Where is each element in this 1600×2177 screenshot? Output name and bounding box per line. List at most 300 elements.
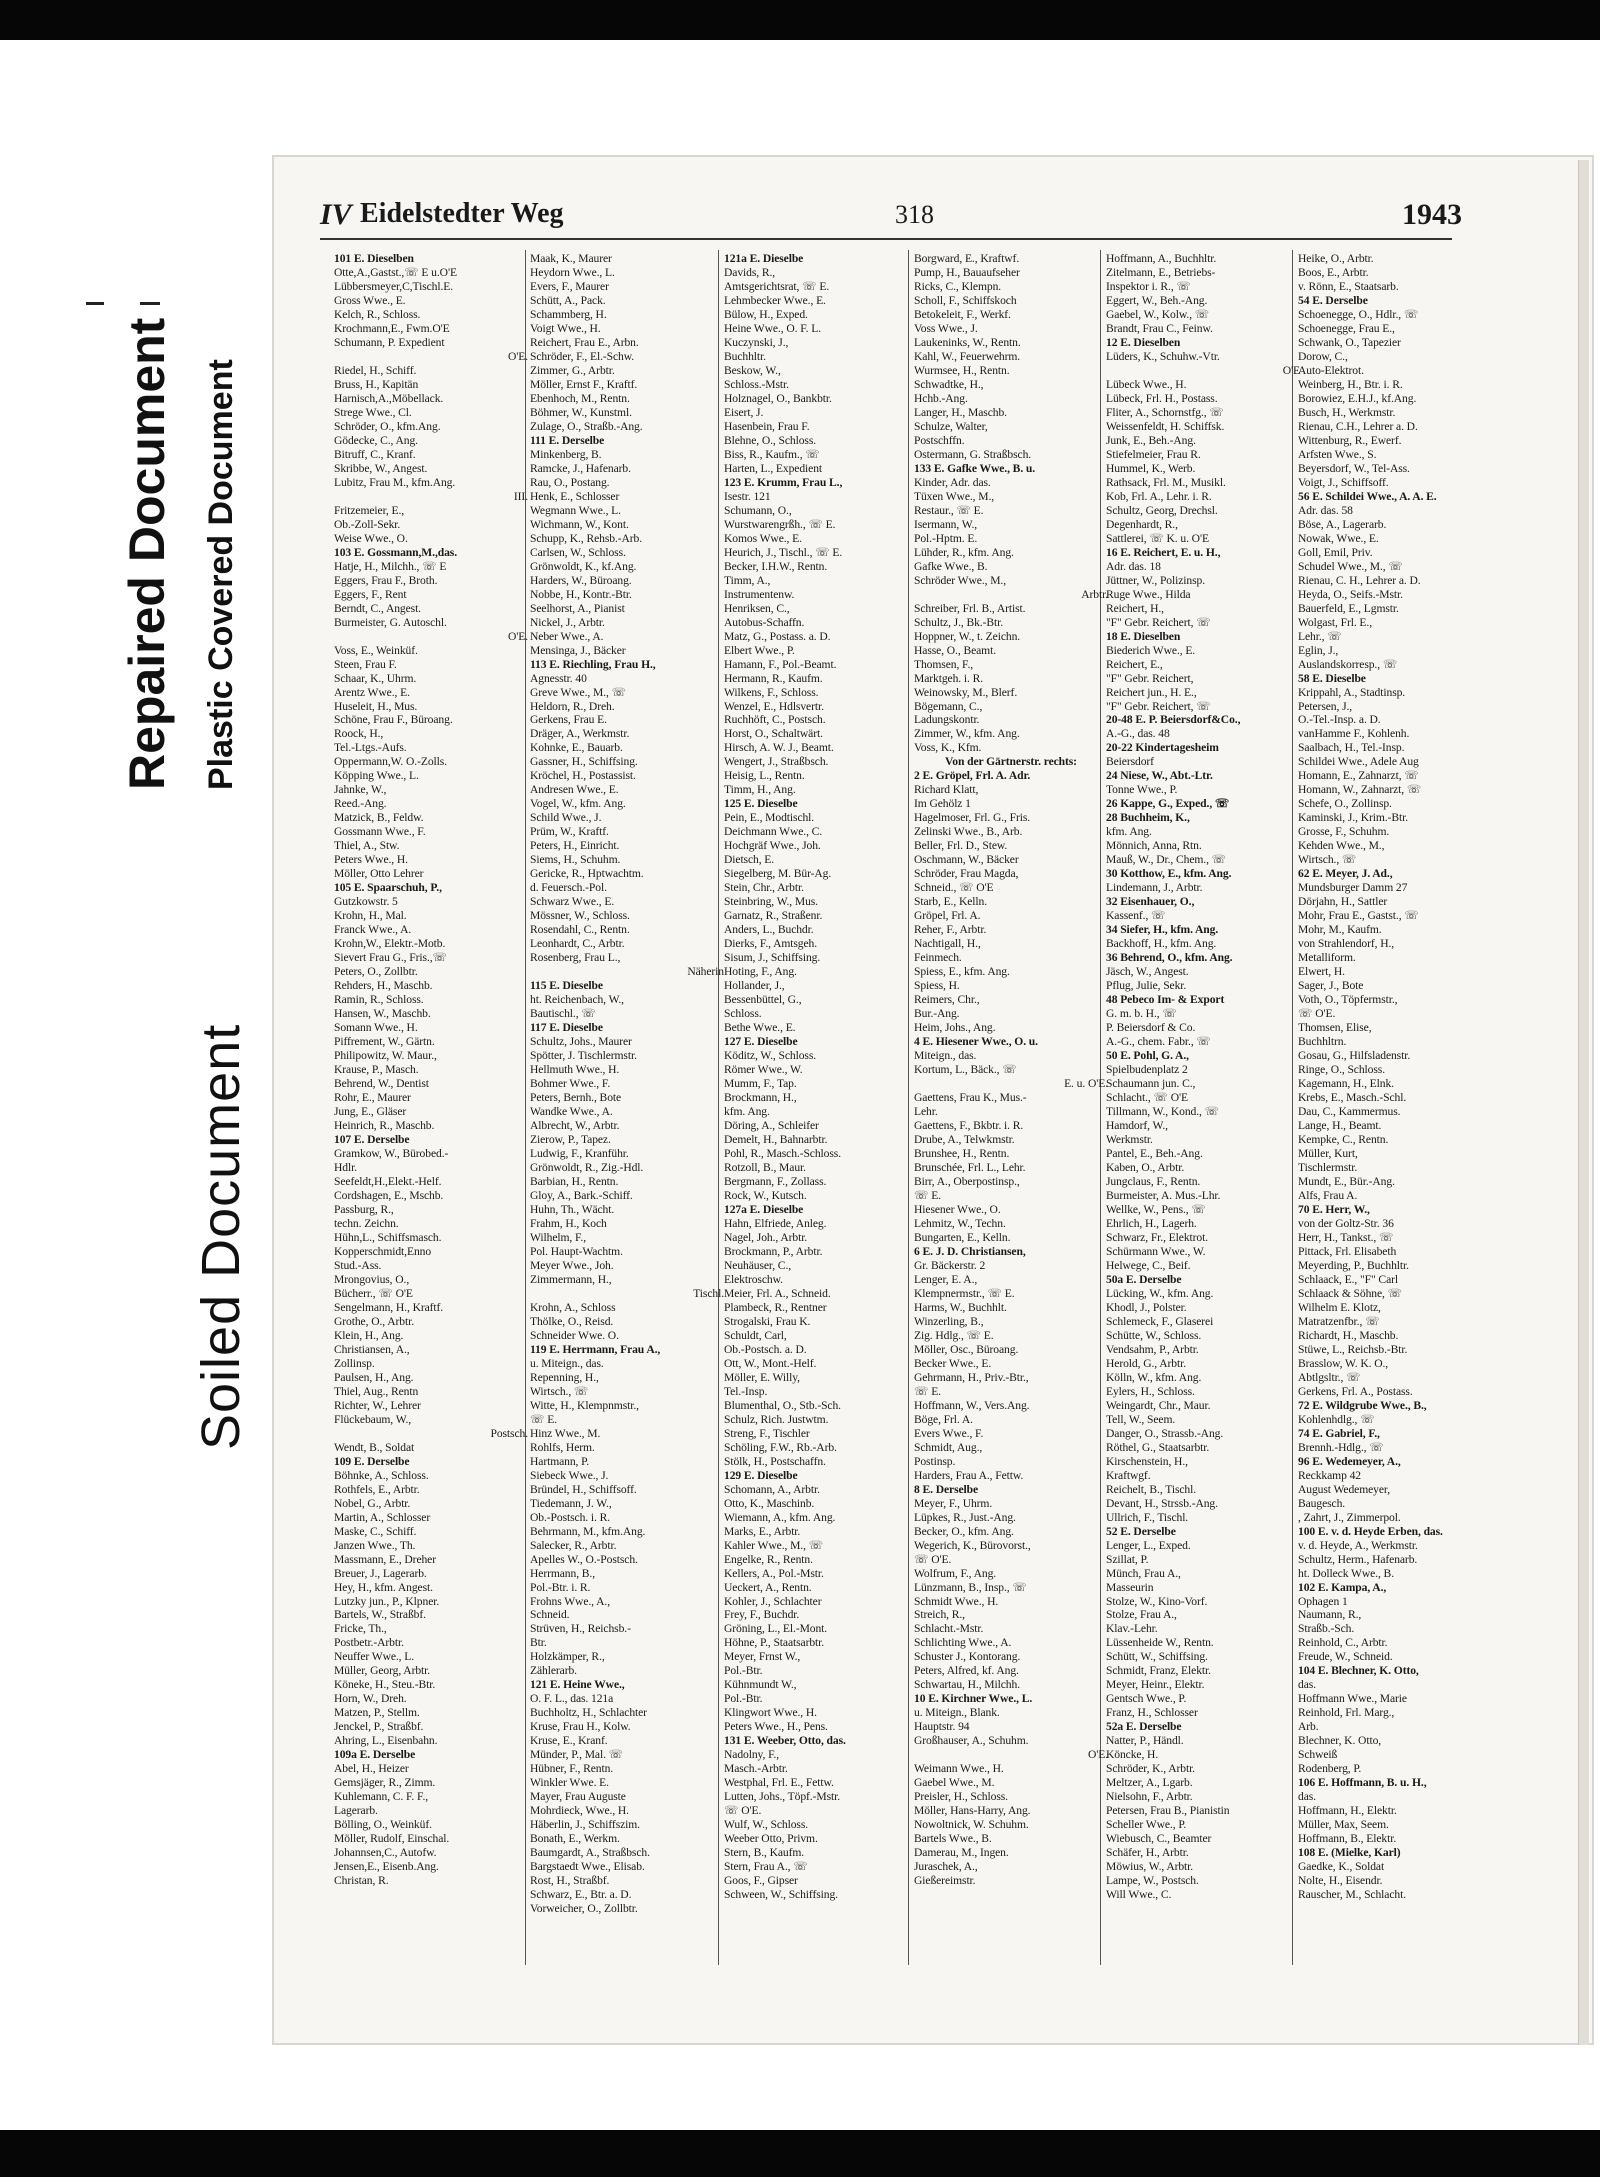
directory-entry: Voth, O., Töpfermstr., bbox=[1298, 993, 1398, 1007]
directory-entry: Kohler, J., Schlachter bbox=[724, 1594, 822, 1608]
directory-entry: Pol. Haupt-Wachtm. bbox=[530, 1244, 623, 1258]
directory-entry: Hoffmann Wwe., Marie bbox=[1298, 1692, 1407, 1706]
directory-entry: Ruge Wwe., Hilda bbox=[1106, 587, 1191, 601]
directory-entry: Mundt, E., Bür.-Ang. bbox=[1298, 1174, 1395, 1188]
directory-entry: Zig. Hdlg., ☏ E. bbox=[914, 1328, 994, 1342]
directory-entry: Damerau, M., Ingen. bbox=[914, 1846, 1009, 1860]
directory-entry: Inspektor i. R., ☏ bbox=[1106, 279, 1191, 293]
directory-entry: Kehden Wwe., M., bbox=[1298, 839, 1385, 853]
directory-entry: Beiersdorf bbox=[1106, 755, 1154, 769]
directory-entry: Kraftwgf. bbox=[1106, 1468, 1151, 1482]
directory-entry: Bethe Wwe., E. bbox=[724, 1021, 796, 1035]
directory-entry: Dietsch, E. bbox=[724, 853, 775, 867]
directory-entry: 56 E. Schildei Wwe., A. A. E. bbox=[1298, 489, 1437, 503]
directory-entry: Meier, Frl. A., Schneid. bbox=[724, 1286, 831, 1300]
directory-entry: Burmeister, A. Mus.-Lhr. bbox=[1106, 1188, 1221, 1202]
directory-entry: Tell, W., Seem. bbox=[1106, 1412, 1176, 1426]
directory-entry: Komos Wwe., E. bbox=[724, 531, 802, 545]
directory-entry: Alfs, Frau A. bbox=[1298, 1188, 1358, 1202]
directory-entry: Hühn,L., Schiffsmasch. bbox=[334, 1230, 442, 1244]
directory-entry: Jensen,E., Eisenb.Ang. bbox=[334, 1860, 439, 1874]
directory-entry: Gentsch Wwe., P. bbox=[1106, 1692, 1187, 1706]
directory-entry: Hoffmann, A., Buchhltr. bbox=[1106, 252, 1217, 265]
directory-entry: Herold, G., Arbtr. bbox=[1106, 1356, 1186, 1370]
directory-entry: Münder, P., Mal. ☏ bbox=[530, 1748, 624, 1762]
directory-entry: Marktgeh. i. R. bbox=[914, 671, 984, 685]
directory-entry: 127a E. Dieselbe bbox=[724, 1202, 804, 1216]
directory-entry: Reichert jun., H. E., bbox=[1106, 685, 1197, 699]
directory-entry: Nowoltnick, W. Schuhm. bbox=[914, 1818, 1029, 1832]
directory-columns bbox=[334, 252, 1514, 1962]
directory-entry: Danger, O., Strassb.-Ang. bbox=[1106, 1426, 1224, 1440]
directory-entry: 52 E. Derselbe bbox=[1106, 1524, 1176, 1538]
directory-entry: Becker Wwe., E. bbox=[914, 1356, 992, 1370]
directory-entry: 104 E. Blechner, K. Otto, bbox=[1298, 1664, 1419, 1678]
directory-entry: Blechner, K. Otto, bbox=[1298, 1734, 1382, 1748]
directory-entry: Schäfer, H., Arbtr. bbox=[1106, 1846, 1189, 1860]
directory-entry: Peters, O., Zollbtr. bbox=[334, 965, 418, 979]
directory-entry: 109a E. Derselbe bbox=[334, 1748, 416, 1762]
directory-entry: Schmidt Wwe., H. bbox=[914, 1594, 999, 1608]
directory-entry: 26 Kappe, G., Exped., ☏ bbox=[1106, 797, 1230, 811]
directory-entry: Timm, H., Ang. bbox=[724, 783, 796, 797]
directory-entry: Krohn, H., Mal. bbox=[334, 909, 407, 923]
directory-entry: Ob.-Postsch. i. R. bbox=[530, 1510, 611, 1524]
directory-entry: Repenning, H., bbox=[530, 1370, 599, 1384]
directory-entry: Ringe, O., Schloss. bbox=[1298, 1063, 1385, 1077]
directory-entry: Schlichting Wwe., A. bbox=[914, 1636, 1012, 1650]
directory-entry: Schreiber, Frl. B., Artist. bbox=[914, 601, 1026, 615]
directory-entry: Matratzenfbr., ☏ bbox=[1298, 1314, 1380, 1328]
directory-entry: Isestr. 121 bbox=[724, 489, 771, 503]
directory-entry: 6 E. J. D. Christiansen, bbox=[914, 1244, 1026, 1258]
directory-entry: Lehr. bbox=[914, 1105, 938, 1119]
directory-entry: Nagel, Joh., Arbtr. bbox=[724, 1230, 808, 1244]
directory-entry: Biss, R., Kaufm., ☏ bbox=[724, 447, 820, 461]
directory-entry: Wolgast, Frl. E., bbox=[1298, 615, 1373, 629]
directory-entry: Weise Wwe., O. bbox=[334, 531, 408, 545]
directory-entry: Hiesener Wwe., O. bbox=[914, 1202, 1001, 1216]
directory-entry: Grönwoldt, K., kf.Ang. bbox=[530, 559, 637, 573]
directory-entry: Amtsgerichtsrat, ☏ E. bbox=[724, 279, 830, 293]
directory-entry: Im Gehölz 1 bbox=[914, 797, 971, 811]
directory-entry: Hoting, F., Ang. bbox=[724, 965, 797, 979]
directory-entry: ☏ O'E. bbox=[1298, 1007, 1336, 1021]
directory-entry: Cordshagen, E., Mschb. bbox=[334, 1188, 444, 1202]
directory-entry: Bohmer Wwe., F. bbox=[530, 1077, 611, 1091]
directory-entry: ☏ O'E. bbox=[914, 1552, 952, 1566]
directory-entry: Wengert, J., Straßbsch. bbox=[724, 755, 829, 769]
directory-entry: Kellers, A., Pol.-Mstr. bbox=[724, 1566, 824, 1580]
directory-entry: Meyerding, P., Buchhltr. bbox=[1298, 1258, 1409, 1272]
directory-entry: Adr. das. 58 bbox=[1298, 503, 1353, 517]
directory-entry: Stern, B., Kaufm. bbox=[724, 1846, 805, 1860]
directory-entry: Johannsen,C., Autofw. bbox=[334, 1846, 437, 1860]
directory-entry: Pantel, E., Beh.-Ang. bbox=[1106, 1147, 1203, 1160]
directory-entry: Strüven, H., Reichsb.- bbox=[530, 1622, 631, 1636]
directory-entry: Thomsen, Elise, bbox=[1298, 1021, 1372, 1035]
directory-entry: Carlsen, W., Schloss. bbox=[530, 545, 626, 559]
directory-entry: Buchholtz, H., Schlachter bbox=[530, 1706, 647, 1720]
directory-entry: 115 E. Dieselbe bbox=[530, 979, 603, 993]
directory-entry: Gerkens, Frl. A., Postass. bbox=[1298, 1384, 1413, 1398]
directory-entry: Huseleit, H., Mus. bbox=[334, 699, 418, 713]
directory-entry: Hansen, W., Maschb. bbox=[334, 1007, 431, 1021]
directory-entry: Hoffmann, H., Elektr. bbox=[1298, 1804, 1397, 1818]
directory-entry: Hey, H., kfm. Angest. bbox=[334, 1580, 433, 1594]
directory-entry: Köditz, W., Schloss. bbox=[724, 1049, 817, 1063]
soiled-document-label bbox=[190, 1024, 252, 1450]
directory-entry: Somann Wwe., H. bbox=[334, 1021, 418, 1035]
directory-entry: Möller, Osc., Büroang. bbox=[914, 1342, 1019, 1356]
directory-column bbox=[724, 252, 918, 1962]
directory-entry: O.-Tel.-Insp. a. D. bbox=[1298, 713, 1381, 727]
directory-entry: Winkler Wwe. E. bbox=[530, 1776, 609, 1790]
directory-entry: Jungclaus, F., Rentn. bbox=[1106, 1174, 1201, 1188]
directory-entry: Helwege, C., Beif. bbox=[1106, 1258, 1191, 1272]
directory-entry: Hauptstr. 94 bbox=[914, 1720, 970, 1734]
directory-entry: Meltzer, A., Lgarb. bbox=[1106, 1776, 1193, 1790]
directory-entry: Gosau, G., Hilfsladenstr. bbox=[1298, 1049, 1411, 1063]
directory-entry: Lühder, R., kfm. Ang. bbox=[914, 545, 1014, 559]
directory-entry: Weingardt, Chr., Maur. bbox=[1106, 1398, 1211, 1412]
directory-entry: Böse, A., Lagerarb. bbox=[1298, 517, 1387, 531]
directory-entry: von Strahlendorf, H., bbox=[1298, 937, 1395, 951]
directory-entry: Strogalski, Frau K. bbox=[724, 1314, 811, 1328]
directory-entry: Drube, A., Telwkmstr. bbox=[914, 1133, 1015, 1147]
directory-entry: Schloss.-Mstr. bbox=[724, 377, 789, 391]
directory-entry: Bonath, E., Werkm. bbox=[530, 1832, 620, 1846]
directory-entry: Hamdorf, W., bbox=[1106, 1119, 1168, 1133]
directory-entry: Böhmer, W., Kunstml. bbox=[530, 405, 632, 419]
directory-entry: 20-22 Kindertagesheim bbox=[1106, 741, 1219, 755]
directory-entry: Langer, H., Maschb. bbox=[914, 405, 1007, 419]
directory-entry: 108 E. (Mielke, Karl) bbox=[1298, 1846, 1401, 1860]
directory-entry: Zimmer, W., kfm. Ang. bbox=[914, 727, 1020, 741]
directory-entry: Schulz, Rich. Justwtm. bbox=[724, 1412, 829, 1426]
directory-entry: Stölk, H., Postschaffn. bbox=[724, 1454, 826, 1468]
directory-entry: Biederich Wwe., E. bbox=[1106, 643, 1196, 657]
directory-entry: Bründel, H., Schiffsoff. bbox=[530, 1482, 637, 1496]
directory-entry: Gerkens, Frau E. bbox=[530, 713, 607, 727]
directory-entry: Gaebel Wwe., M. bbox=[914, 1776, 995, 1790]
directory-entry: Rodenberg, P. bbox=[1298, 1762, 1362, 1776]
directory-entry: Mundsburger Damm 27 bbox=[1298, 881, 1408, 895]
directory-entry: Janzen Wwe., Th. bbox=[334, 1538, 416, 1552]
directory-entry: Wirtsch., ☏ bbox=[1298, 853, 1357, 867]
directory-entry: Tillmann, W., Kond., ☏ bbox=[1106, 1105, 1220, 1119]
directory-entry: Möwius, W., Arbtr. bbox=[1106, 1860, 1194, 1874]
directory-column bbox=[1298, 252, 1492, 1962]
directory-entry: Möller, Ernst F., Kraftf. bbox=[530, 377, 638, 391]
directory-entry: Schloss. bbox=[724, 1007, 762, 1021]
directory-entry: Gossmann Wwe., F. bbox=[334, 825, 426, 839]
directory-entry: Masseurin bbox=[1106, 1580, 1154, 1594]
directory-entry: Kuhlemann, C. F. F., bbox=[334, 1790, 429, 1804]
directory-entry: Rosenberg, Frau L., bbox=[530, 951, 621, 965]
directory-entry: Naumann, R., bbox=[1298, 1608, 1362, 1622]
directory-entry: Abtlgsltr., ☏ bbox=[1298, 1370, 1361, 1384]
directory-entry: 125 E. Dieselbe bbox=[724, 797, 798, 811]
directory-entry: Gross Wwe., E. bbox=[334, 293, 406, 307]
directory-entry: 48 Pebeco Im- & Export bbox=[1106, 993, 1225, 1007]
directory-entry: Tischlermstr. bbox=[1298, 1160, 1358, 1174]
directory-entry: Schwartau, H., Milchh. bbox=[914, 1678, 1020, 1692]
directory-entry: Sager, J., Bote bbox=[1298, 979, 1364, 993]
directory-entry: Ott, W., Mont.-Helf. bbox=[724, 1356, 817, 1370]
directory-entry: Stolze, Frau A., bbox=[1106, 1608, 1177, 1622]
directory-entry: 127 E. Dieselbe bbox=[724, 1035, 798, 1049]
directory-entry: Heine Wwe., O. F. L. bbox=[724, 321, 821, 335]
directory-entry: Ob.-Zoll-Sekr. bbox=[334, 517, 401, 531]
directory-year: 1943 bbox=[1402, 198, 1462, 231]
directory-entry: Lutzky jun., P., Klpner. bbox=[334, 1594, 440, 1608]
directory-column bbox=[334, 252, 528, 1962]
directory-entry: Bessenbüttel, G., bbox=[724, 993, 802, 1007]
directory-entry: Auslandskorresp., ☏ bbox=[1298, 657, 1398, 671]
directory-entry: Christan, R. bbox=[334, 1874, 389, 1888]
directory-entry: Mössner, W., Schloss. bbox=[530, 909, 630, 923]
directory-entry: 113 E. Riechling, Frau H., bbox=[530, 657, 656, 671]
directory-entry: Frey, F., Buchdr. bbox=[724, 1608, 800, 1622]
directory-entry: Brockmann, P., Arbtr. bbox=[724, 1244, 823, 1258]
directory-entry: Harnisch,A.,Möbellack. bbox=[334, 391, 444, 405]
directory-entry: Böge, Frl. A. bbox=[914, 1412, 973, 1426]
directory-entry: Nadolny, F., bbox=[724, 1748, 780, 1762]
directory-entry: Bartels, W., Straßbf. bbox=[334, 1608, 426, 1622]
directory-entry: Becker, O., kfm. Ang. bbox=[914, 1524, 1014, 1538]
directory-entry: Lehr., ☏ bbox=[1298, 629, 1342, 643]
directory-entry: Brockmann, H., bbox=[724, 1091, 797, 1105]
directory-entry: Roock, H., bbox=[334, 727, 384, 741]
directory-entry: Meyer, Frnst W., bbox=[724, 1650, 801, 1664]
directory-entry: Schöling, F.W., Rb.-Arb. bbox=[724, 1440, 837, 1454]
directory-entry: Stein, Chr., Arbtr. bbox=[724, 881, 804, 895]
directory-entry: Gramkow, W., Bürobed.- bbox=[334, 1147, 449, 1160]
directory-entry: Hirsch, A. W. J., Beamt. bbox=[724, 741, 834, 755]
directory-entry: Wegmann Wwe., L. bbox=[530, 503, 621, 517]
directory-entry: Matz, G., Postass. a. D. bbox=[724, 629, 831, 643]
directory-entry: Dorow, C., bbox=[1298, 349, 1348, 363]
directory-entry: Breuer, J., Lagerarb. bbox=[334, 1566, 427, 1580]
directory-entry: O'E. bbox=[1087, 1748, 1108, 1762]
directory-entry: Elektroschw. bbox=[724, 1272, 783, 1286]
directory-entry: Otte,A.,Gastst.,☏ E u.O'E bbox=[334, 265, 457, 279]
directory-entry: Lampe, W., Postsch. bbox=[1106, 1874, 1199, 1888]
directory-entry: 24 Niese, W., Abt.-Ltr. bbox=[1106, 769, 1213, 783]
directory-entry: von der Goltz-Str. 36 bbox=[1298, 1216, 1394, 1230]
directory-entry: 34 Siefer, H., kfm. Ang. bbox=[1106, 923, 1219, 937]
directory-entry: Gaedke, K., Soldat bbox=[1298, 1860, 1385, 1874]
directory-entry: Kruse, E., Kranf. bbox=[530, 1734, 608, 1748]
directory-entry: Döring, A., Schleifer bbox=[724, 1119, 819, 1133]
directory-entry: Btr. bbox=[530, 1636, 547, 1650]
directory-entry: Eggers, Frau F., Broth. bbox=[334, 573, 438, 587]
directory-entry: Evers, F., Maurer bbox=[530, 279, 609, 293]
document-word: Document bbox=[191, 1023, 251, 1278]
directory-entry: Metalliform. bbox=[1298, 951, 1356, 965]
directory-entry: Pol.-Btr. i. R. bbox=[530, 1580, 591, 1594]
directory-entry: P. Beiersdorf & Co. bbox=[1106, 1021, 1196, 1035]
directory-entry: vanHamme F., Kohlenh. bbox=[1298, 727, 1410, 741]
directory-entry: Kuczynski, J., bbox=[724, 335, 789, 349]
directory-entry: Devant, H., Strssb.-Ang. bbox=[1106, 1496, 1218, 1510]
directory-entry: Mayer, Frau Auguste bbox=[530, 1790, 626, 1804]
directory-entry: Schupp, K., Rehsb.-Arb. bbox=[530, 531, 643, 545]
directory-entry: Kaben, O., Arbtr. bbox=[1106, 1160, 1185, 1174]
directory-entry: 50 E. Pohl, G. A., bbox=[1106, 1049, 1189, 1063]
directory-entry: 2 E. Gröpel, Frl. A. Adr. bbox=[914, 769, 1031, 783]
directory-entry: ht. Dolleck Wwe., B. bbox=[1298, 1566, 1394, 1580]
directory-entry: Nickel, J., Arbtr. bbox=[530, 615, 605, 629]
directory-entry: Jahnke, W., bbox=[334, 783, 387, 797]
directory-entry: Rathsack, Frl. M., Musikl. bbox=[1106, 475, 1226, 489]
directory-entry: Abel, H., Heizer bbox=[334, 1762, 409, 1776]
directory-entry: Schöne, Frau F., Büroang. bbox=[334, 713, 453, 727]
directory-entry: Rienau, C. H., Lehrer a. D. bbox=[1298, 573, 1421, 587]
directory-entry: Klein, H., Ang. bbox=[334, 1328, 404, 1342]
directory-entry: Vorweicher, O., Zollbtr. bbox=[530, 1902, 638, 1916]
directory-entry: Kagemann, H., Elnk. bbox=[1298, 1077, 1394, 1091]
directory-entry: Tel.-Insp. bbox=[724, 1384, 768, 1398]
directory-entry: Boos, E., Arbtr. bbox=[1298, 265, 1369, 279]
directory-entry: Preisler, H., Schloss. bbox=[914, 1790, 1008, 1804]
directory-entry: Instrumentenw. bbox=[724, 587, 795, 601]
directory-entry: Lehmbecker Wwe., E. bbox=[724, 293, 826, 307]
directory-entry: Christiansen, A., bbox=[334, 1342, 410, 1356]
directory-entry: Kopperschmidt,Enno bbox=[334, 1244, 432, 1258]
directory-entry: Ludwig, F., Kranführ. bbox=[530, 1147, 629, 1160]
directory-entry: Wurstwarengrßh., ☏ E. bbox=[724, 517, 836, 531]
directory-entry: Klingwort Wwe., H. bbox=[724, 1706, 817, 1720]
directory-entry: Lutten, Johs., Töpf.-Mstr. bbox=[724, 1790, 841, 1804]
directory-entry: Bauerfeld, E., Lgmstr. bbox=[1298, 601, 1399, 615]
directory-entry: Wandke Wwe., A. bbox=[530, 1105, 613, 1119]
directory-entry: Dau, C., Kammermus. bbox=[1298, 1105, 1401, 1119]
directory-entry: Pol.-Btr. bbox=[724, 1664, 763, 1678]
directory-entry: Müller, Kurt, bbox=[1298, 1147, 1358, 1160]
directory-entry: Schwarz Wwe., E. bbox=[530, 895, 615, 909]
directory-entry: 121a E. Dieselbe bbox=[724, 252, 804, 265]
directory-entry: Zierow, P., Tapez. bbox=[530, 1133, 611, 1147]
directory-entry: Hummel, K., Werb. bbox=[1106, 461, 1196, 475]
directory-entry: Rosendahl, C., Rentn. bbox=[530, 923, 630, 937]
directory-entry: 72 E. Wildgrube Wwe., B., bbox=[1298, 1398, 1427, 1412]
directory-entry: A.-G., das. 48 bbox=[1106, 727, 1170, 741]
directory-entry: Goos, F., Gipser bbox=[724, 1874, 798, 1888]
directory-entry: Passburg, R., bbox=[334, 1202, 394, 1216]
directory-entry: Lücking, W., kfm. Ang. bbox=[1106, 1286, 1214, 1300]
directory-entry: , Zahrt, J., Zimmerpol. bbox=[1298, 1510, 1401, 1524]
directory-entry: Engelke, R., Rentn. bbox=[724, 1552, 813, 1566]
directory-entry: Minkenberg, B. bbox=[530, 447, 602, 461]
directory-entry: Lubitz, Frau M., kfm.Ang. bbox=[334, 475, 456, 489]
directory-entry: Eggert, W., Beh.-Ang. bbox=[1106, 293, 1208, 307]
directory-entry: Schuldt, Carl, bbox=[724, 1328, 787, 1342]
directory-entry: Schröder, K., Arbtr. bbox=[1106, 1762, 1195, 1776]
directory-entry: Grothe, O., Arbtr. bbox=[334, 1314, 414, 1328]
directory-entry: Huhn, Th., Wächt. bbox=[530, 1202, 615, 1216]
directory-entry: Wilkens, F., Schloss. bbox=[724, 685, 819, 699]
directory-entry: Schefe, O., Zollinsp. bbox=[1298, 797, 1392, 811]
directory-entry: Wurmsee, H., Rentn. bbox=[914, 363, 1010, 377]
directory-entry: Weinowsky, M., Blerf. bbox=[914, 685, 1018, 699]
directory-entry: Schneider Wwe. O. bbox=[530, 1328, 619, 1342]
directory-entry: Schulze, Walter, bbox=[914, 419, 988, 433]
directory-entry: Wellke, W., Pens., ☏ bbox=[1106, 1202, 1206, 1216]
directory-entry: 129 E. Dieselbe bbox=[724, 1468, 798, 1482]
directory-entry: Möller, Hans-Harry, Ang. bbox=[914, 1804, 1031, 1818]
directory-entry: 107 E. Derselbe bbox=[334, 1133, 410, 1147]
directory-entry: Eggers, F., Rent bbox=[334, 587, 407, 601]
directory-entry: III. bbox=[513, 489, 528, 503]
directory-entry: Betokeleit, F., Werkf. bbox=[914, 307, 1011, 321]
directory-entry: Weimann Wwe., H. bbox=[914, 1762, 1004, 1776]
directory-entry: 109 E. Derselbe bbox=[334, 1454, 410, 1468]
directory-entry: Auto-Elektrot. bbox=[1298, 363, 1364, 377]
soiled-word: Soiled bbox=[191, 1293, 251, 1450]
directory-entry: Sisum, J., Schiffsing. bbox=[724, 951, 821, 965]
directory-entry: O. F. L., das. 121a bbox=[530, 1692, 614, 1706]
directory-entry: Franz, H., Schlosser bbox=[1106, 1706, 1198, 1720]
directory-entry: Behrmann, M., kfm.Ang. bbox=[530, 1524, 646, 1538]
directory-entry: ☏ O'E. bbox=[724, 1804, 762, 1818]
directory-entry: Baugesch. bbox=[1298, 1496, 1346, 1510]
directory-entry: Juraschek, A., bbox=[914, 1860, 978, 1874]
directory-entry: 30 Kotthow, E., kfm. Ang. bbox=[1106, 867, 1232, 881]
directory-entry: Witte, H., Klempnmstr., bbox=[530, 1398, 639, 1412]
directory-entry: Siegelberg, M. Bür-Ag. bbox=[724, 867, 832, 881]
directory-entry: 101 E. Dieselben bbox=[334, 252, 414, 265]
directory-entry: Frohns Wwe., A., bbox=[530, 1594, 610, 1608]
directory-entry: Krochmann,E., Fwm.O'E bbox=[334, 321, 450, 335]
directory-entry: Flückebaum, W., bbox=[334, 1412, 412, 1426]
directory-entry: Ricks, C., Klempn. bbox=[914, 279, 1002, 293]
directory-entry: Hoffmann, B., Elektr. bbox=[1298, 1832, 1397, 1846]
directory-entry: Häberlin, J., Schiffszim. bbox=[530, 1818, 640, 1832]
scan-top-border bbox=[0, 0, 1600, 40]
directory-entry: 100 E. v. d. Heyde Erben, das. bbox=[1298, 1524, 1443, 1538]
directory-entry: Mumm, F., Tap. bbox=[724, 1077, 797, 1091]
directory-entry: Masch.-Arbtr. bbox=[724, 1762, 788, 1776]
directory-entry: Arbtr. bbox=[1081, 587, 1108, 601]
directory-entry: Gloy, A., Bark.-Schiff. bbox=[530, 1188, 633, 1202]
directory-entry: Winzerling, B., bbox=[914, 1314, 984, 1328]
directory-entry: Feinmech. bbox=[914, 951, 962, 965]
directory-entry: 18 E. Dieselben bbox=[1106, 629, 1181, 643]
directory-entry: Zollinsp. bbox=[334, 1356, 375, 1370]
directory-entry: Stud.-Ass. bbox=[334, 1258, 382, 1272]
directory-entry: Bungarten, E., Kelln. bbox=[914, 1230, 1011, 1244]
directory-entry: Zulage, O., Straßb.-Ang. bbox=[530, 419, 643, 433]
directory-entry: Grosse, F., Schuhm. bbox=[1298, 825, 1390, 839]
directory-entry: Holzkämper, R., bbox=[530, 1650, 605, 1664]
directory-entry: Münch, Frau A., bbox=[1106, 1566, 1181, 1580]
directory-entry: G. m. b. H., ☏ bbox=[1106, 1007, 1177, 1021]
directory-entry: Harms, W., Buchhlt. bbox=[914, 1300, 1007, 1314]
directory-entry: Schröder, O., kfm.Ang. bbox=[334, 419, 441, 433]
directory-entry: Spiess, H. bbox=[914, 979, 960, 993]
volume-number: IV bbox=[320, 198, 352, 231]
directory-entry: Lübeck, Frl. H., Postass. bbox=[1106, 391, 1218, 405]
directory-entry: Barbian, H., Rentn. bbox=[530, 1174, 619, 1188]
margin-mark bbox=[140, 302, 160, 305]
directory-entry: "F" Gebr. Reichert, ☏ bbox=[1106, 615, 1211, 629]
directory-entry: Heim, Johs., Ang. bbox=[914, 1021, 996, 1035]
directory-entry: Homann, W., Zahnarzt, ☏ bbox=[1298, 783, 1422, 797]
directory-entry: Wendt, B., Soldat bbox=[334, 1440, 415, 1454]
directory-entry: Behrend, W., Dentist bbox=[334, 1077, 429, 1091]
